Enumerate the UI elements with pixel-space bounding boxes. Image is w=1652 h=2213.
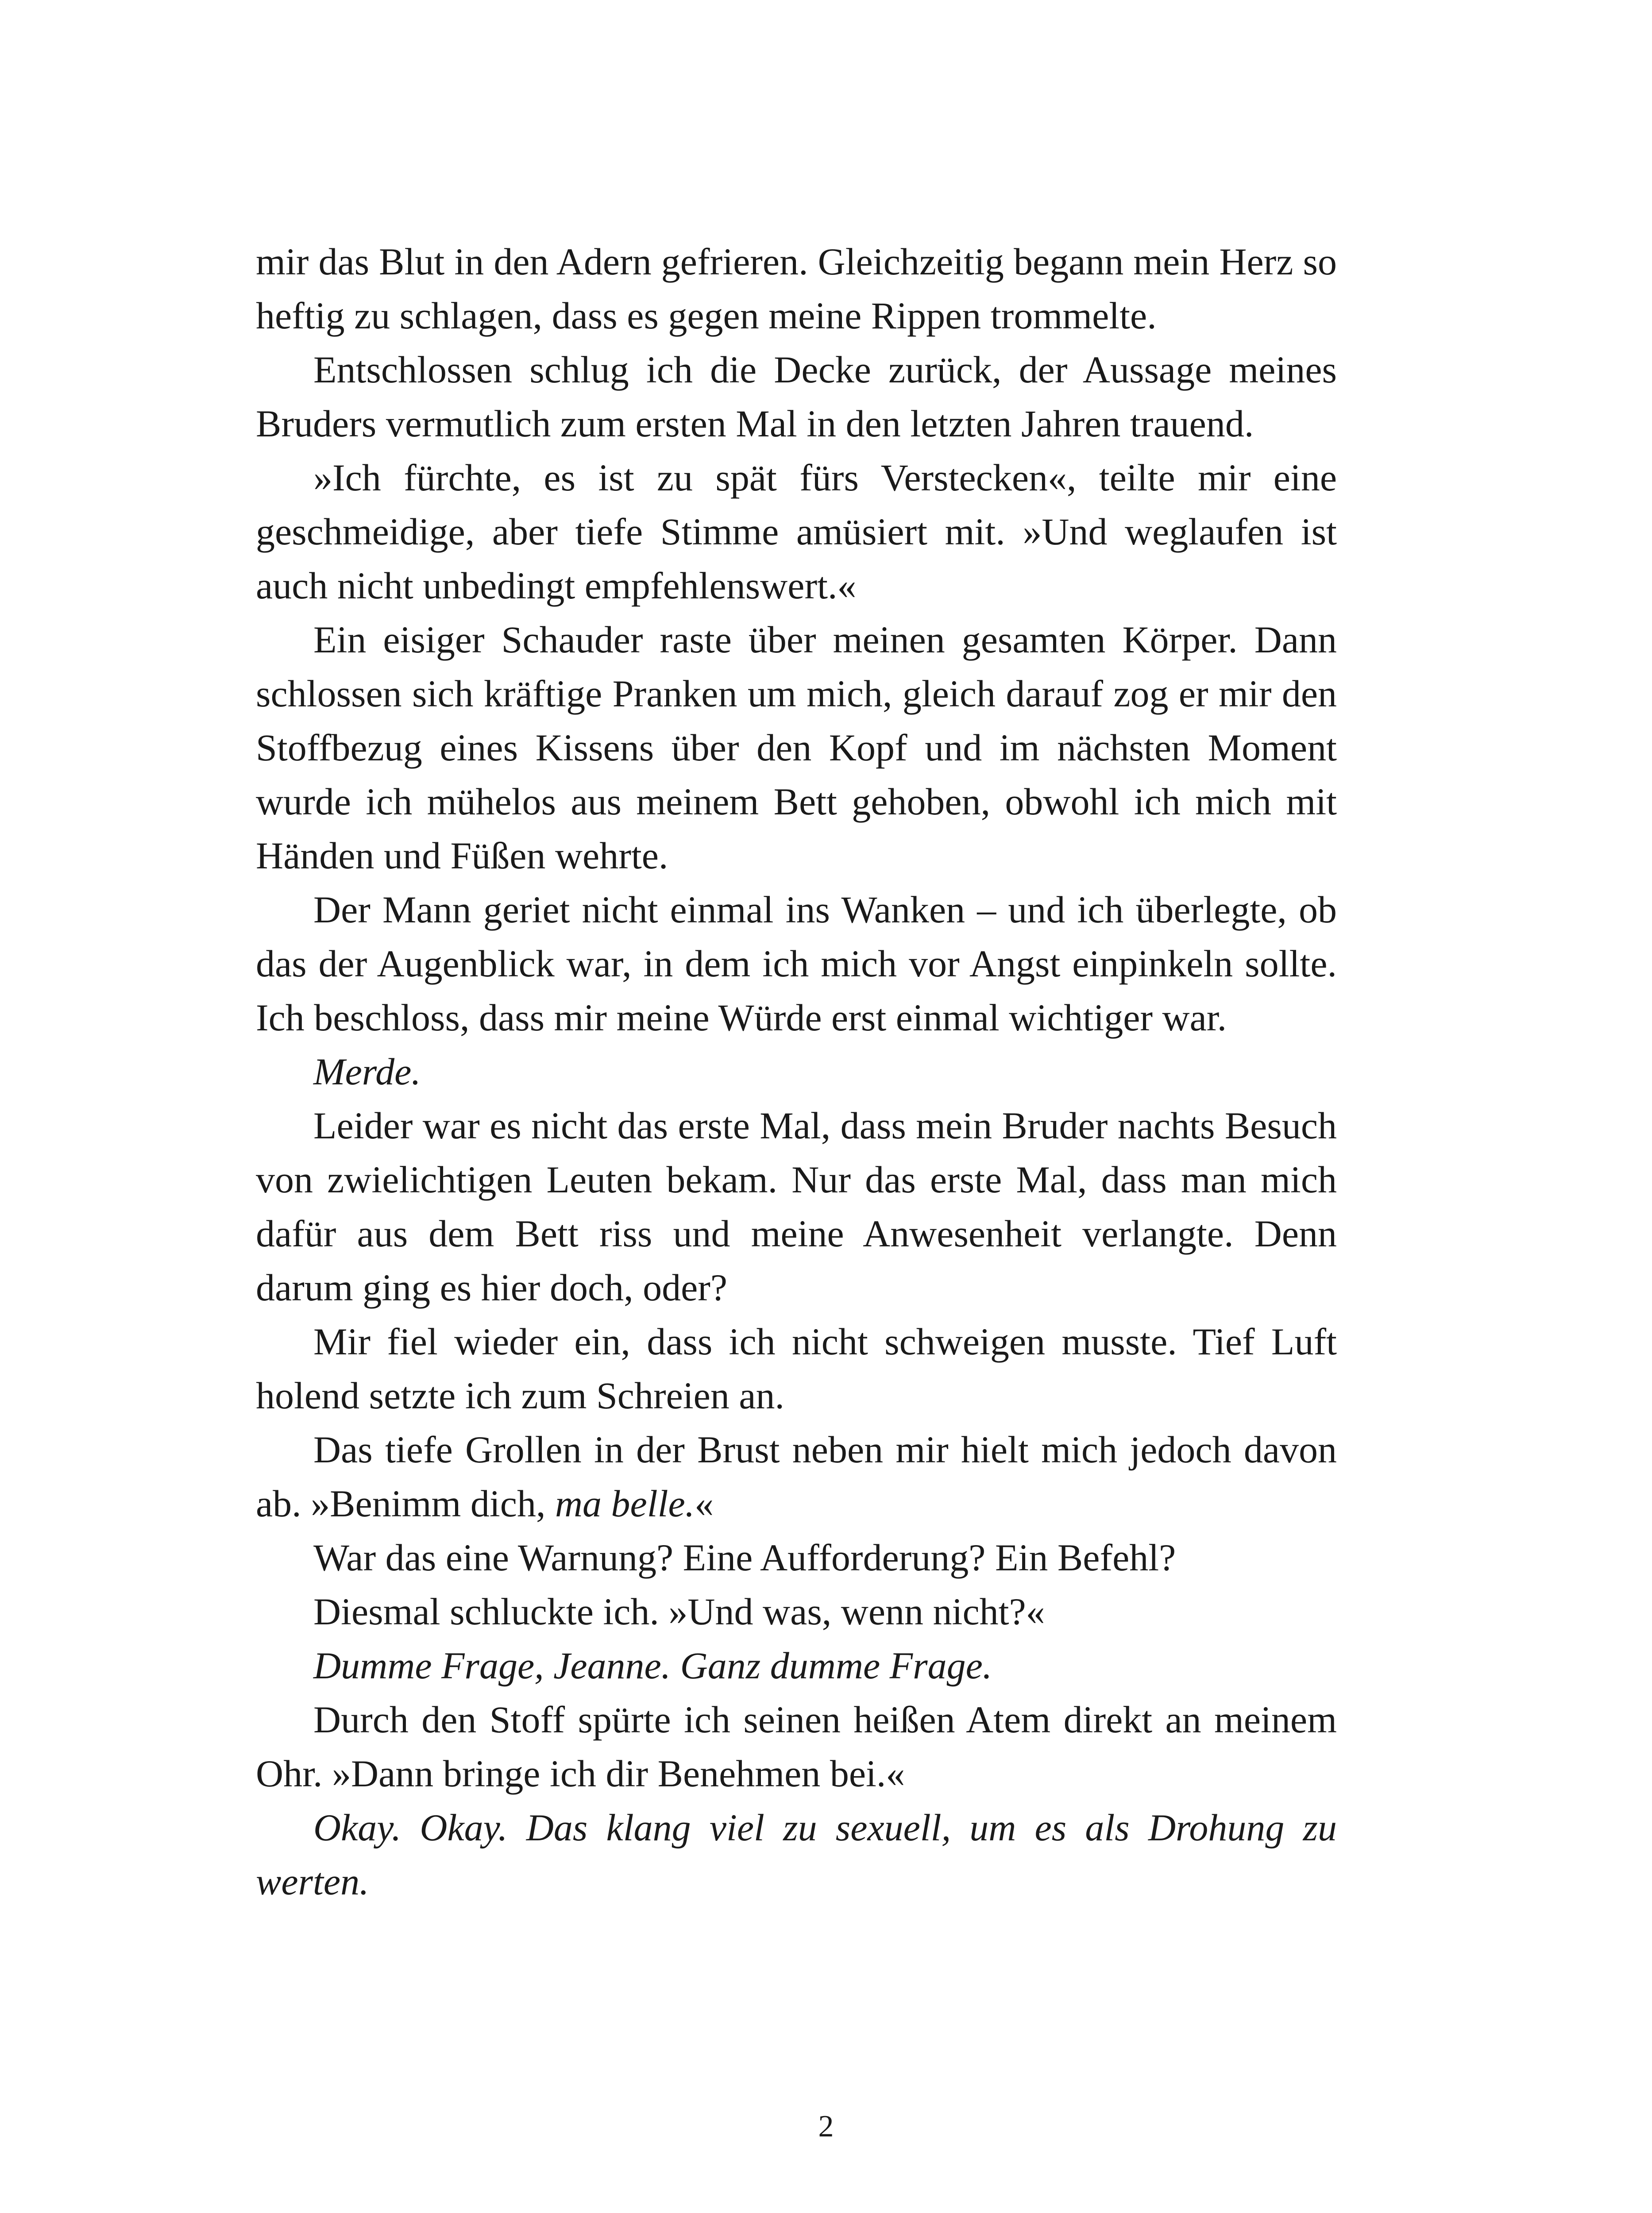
paragraph: War das eine Warnung? Eine Aufforderung? Ein Befehl? <box>313 1536 1176 1579</box>
paragraph-segment-italic: ma belle. <box>555 1482 695 1525</box>
paragraph-mixed <box>256 1423 1337 1531</box>
paragraph: »Ich fürchte, es ist zu spät fürs Verstecken«, teilte mir eine geschmeidige, aber tiefe Stimme amüsiert mit. »Und weglaufen ist auch nicht unbedingt empfehlenswert.« <box>256 456 1337 607</box>
paragraph: Leider war es nicht das erste Mal, dass mein Bruder nachts Besuch von zwielichtigen Leuten bekam. Nur das erste Mal, dass man mich dafür aus dem Bett riss und meine Anwesenheit verlangte. Denn darum ging es hier doch, oder? <box>256 1104 1337 1309</box>
paragraph: Durch den Stoff spürte ich seinen heißen Atem direkt an meinem Ohr. »Dann bringe ich dir Benehmen bei.« <box>256 1698 1337 1795</box>
page-number: 2 <box>818 2109 834 2144</box>
paragraph-segment: Das tiefe Grollen in der Brust neben mir hielt mich jedoch davon ab. »Benimm dich, <box>256 1428 1337 1525</box>
paragraph: Entschlossen schlug ich die Decke zurück, der Aussage meines Bruders vermutlich zum ersten Mal in den letzten Jahren trauend. <box>256 348 1337 445</box>
paragraph: mir das Blut in den Adern gefrieren. Gleichzeitig begann mein Herz so heftig zu schlagen, dass es gegen meine Rippen trommelte. <box>256 240 1337 337</box>
paragraph-italic: Okay. Okay. Das klang viel zu sexuell, um es als Drohung zu werten. <box>256 1806 1337 1903</box>
paragraph: Mir fiel wieder ein, dass ich nicht schweigen musste. Tief Luft holend setzte ich zum Schreien an. <box>256 1320 1337 1417</box>
paragraph: Ein eisiger Schauder raste über meinen gesamten Körper. Dann schlossen sich kräftige Pranken um mich, gleich darauf zog er mir den Stoffbezug eines Kissens über den Kopf und im nächsten Moment wurde ich mühelos aus meinem Bett gehoben, obwohl ich mich mit Händen und Füßen wehrte. <box>256 618 1337 877</box>
paragraph: Diesmal schluckte ich. »Und was, wenn nicht?« <box>313 1590 1045 1633</box>
paragraph-italic: Dumme Frage, Jeanne. Ganz dumme Frage. <box>313 1644 992 1687</box>
body-text <box>256 235 1337 1908</box>
paragraph-italic: Merde. <box>313 1050 421 1093</box>
paragraph: Der Mann geriet nicht einmal ins Wanken – und ich überlegte, ob das der Augenblick war, in dem ich mich vor Angst einpinkeln sollte. Ich beschloss, dass mir meine Würde erst einmal wichtiger war. <box>256 888 1337 1039</box>
paragraph-segment: « <box>695 1482 714 1525</box>
